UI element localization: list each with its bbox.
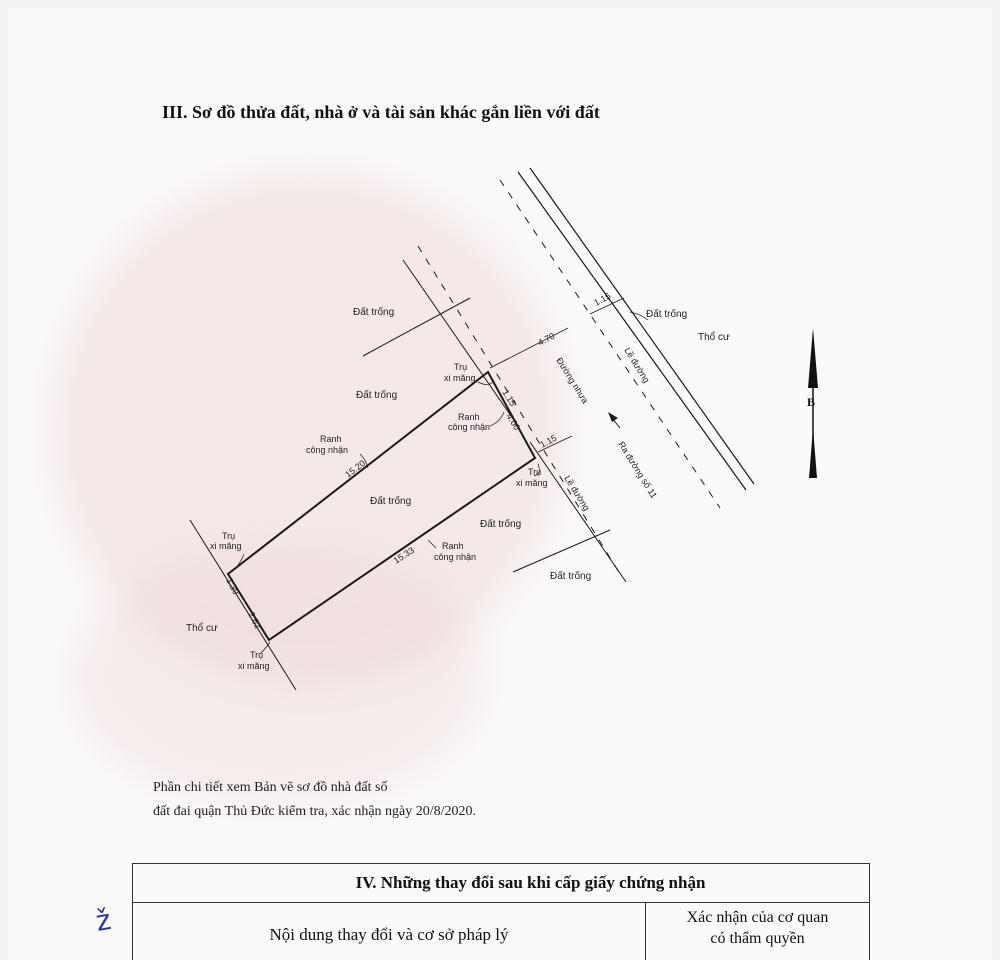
dim-1-15-top: 1.15 bbox=[592, 290, 613, 308]
label-ra-duong: Ra đường số 11 bbox=[616, 439, 660, 501]
leader-ranh-bottom bbox=[428, 540, 436, 548]
label-duong-nhua: Đường nhựa bbox=[554, 355, 591, 406]
label-tho-cu-left: Thổ cư bbox=[186, 623, 218, 634]
dim-1-39: 1.39 bbox=[224, 576, 242, 597]
changes-table bbox=[132, 863, 870, 960]
neighbour-boundary-lower bbox=[513, 530, 610, 572]
col-change-content: Nội dung thay đổi và cơ sở pháp lý bbox=[133, 903, 646, 960]
col-authority-confirmation bbox=[646, 903, 870, 960]
roadside-line-lower bbox=[530, 442, 626, 582]
dim-15-20: 15.20 bbox=[343, 458, 368, 480]
label-tru-top-2: xi măng bbox=[444, 373, 476, 383]
label-tho-cu-right: Thổ cư bbox=[698, 332, 730, 343]
roadside-line-upper bbox=[403, 260, 518, 426]
document-page bbox=[8, 8, 992, 960]
label-tru-bottom-1: Trụ bbox=[250, 650, 264, 660]
land-plot-diagram bbox=[8, 8, 992, 848]
label-le-duong-top: Lề đường bbox=[622, 345, 652, 385]
label-dat-trong-lot: Đất trống bbox=[370, 496, 412, 507]
label-ranh-left-1: Ranh bbox=[320, 434, 342, 444]
label-tru-mid-2: xi măng bbox=[516, 478, 548, 488]
section-4-title: IV. Những thay đổi sau khi cấp giấy chứng nhận bbox=[133, 864, 870, 903]
note-line-2: đất đai quận Thủ Đức kiểm tra, xác nhận ngày 20/8/2020. bbox=[153, 804, 477, 819]
label-dat-trong-top: Đất trống bbox=[353, 307, 395, 318]
label-tru-left-2: xi măng bbox=[210, 541, 242, 551]
label-ranh-cn-1: Ranh bbox=[458, 412, 480, 422]
label-le-duong-bottom: Lề đường bbox=[562, 473, 592, 513]
dim-2-62: 2.62 bbox=[246, 610, 264, 631]
label-ranh-cn-2: công nhận bbox=[448, 422, 491, 432]
handwritten-pen-mark: ž bbox=[93, 902, 114, 939]
label-dat-trong-right: Đất trống bbox=[646, 309, 688, 320]
label-dat-trong-bottom: Đất trống bbox=[550, 571, 592, 582]
label-dat-trong-mid: Đất trống bbox=[356, 390, 398, 401]
label-tru-top-1: Trụ bbox=[454, 362, 468, 372]
dim-1-15-mid: 1.15 bbox=[500, 387, 519, 408]
dim-4-70: 4.70 bbox=[536, 330, 557, 348]
north-arrow bbox=[807, 328, 818, 478]
col2-line-2: có thẩm quyền bbox=[710, 930, 805, 947]
col2-line-1: Xác nhận của cơ quan bbox=[686, 909, 829, 926]
dim-1-15-low: 1.15 bbox=[538, 432, 559, 450]
dim-15-33: 15.33 bbox=[391, 545, 416, 566]
label-dat-trong-lower: Đất trống bbox=[480, 519, 522, 530]
label-tru-bottom-2: xi măng bbox=[238, 661, 270, 671]
note-line-1: Phần chi tiết xem Bản vẽ sơ đồ nhà đất số bbox=[153, 780, 388, 795]
section-3-title: III. Sơ đồ thửa đất, nhà ở và tài sản khác gắn liền với đất bbox=[162, 102, 600, 122]
label-ranh-bottom-1: Ranh bbox=[442, 541, 464, 551]
label-tru-mid-1: Trụ bbox=[528, 467, 542, 477]
road-edge-line-2 bbox=[530, 168, 754, 484]
label-ranh-left-2: công nhận bbox=[306, 445, 349, 455]
label-tru-left-1: Trụ bbox=[222, 531, 236, 541]
north-letter: B bbox=[807, 395, 816, 409]
dim-4-00: 4.00 bbox=[504, 411, 523, 432]
direction-arrow-head bbox=[608, 412, 618, 422]
label-ranh-bottom-2: công nhận bbox=[434, 552, 477, 562]
leader-ranh-top bbox=[490, 412, 504, 426]
